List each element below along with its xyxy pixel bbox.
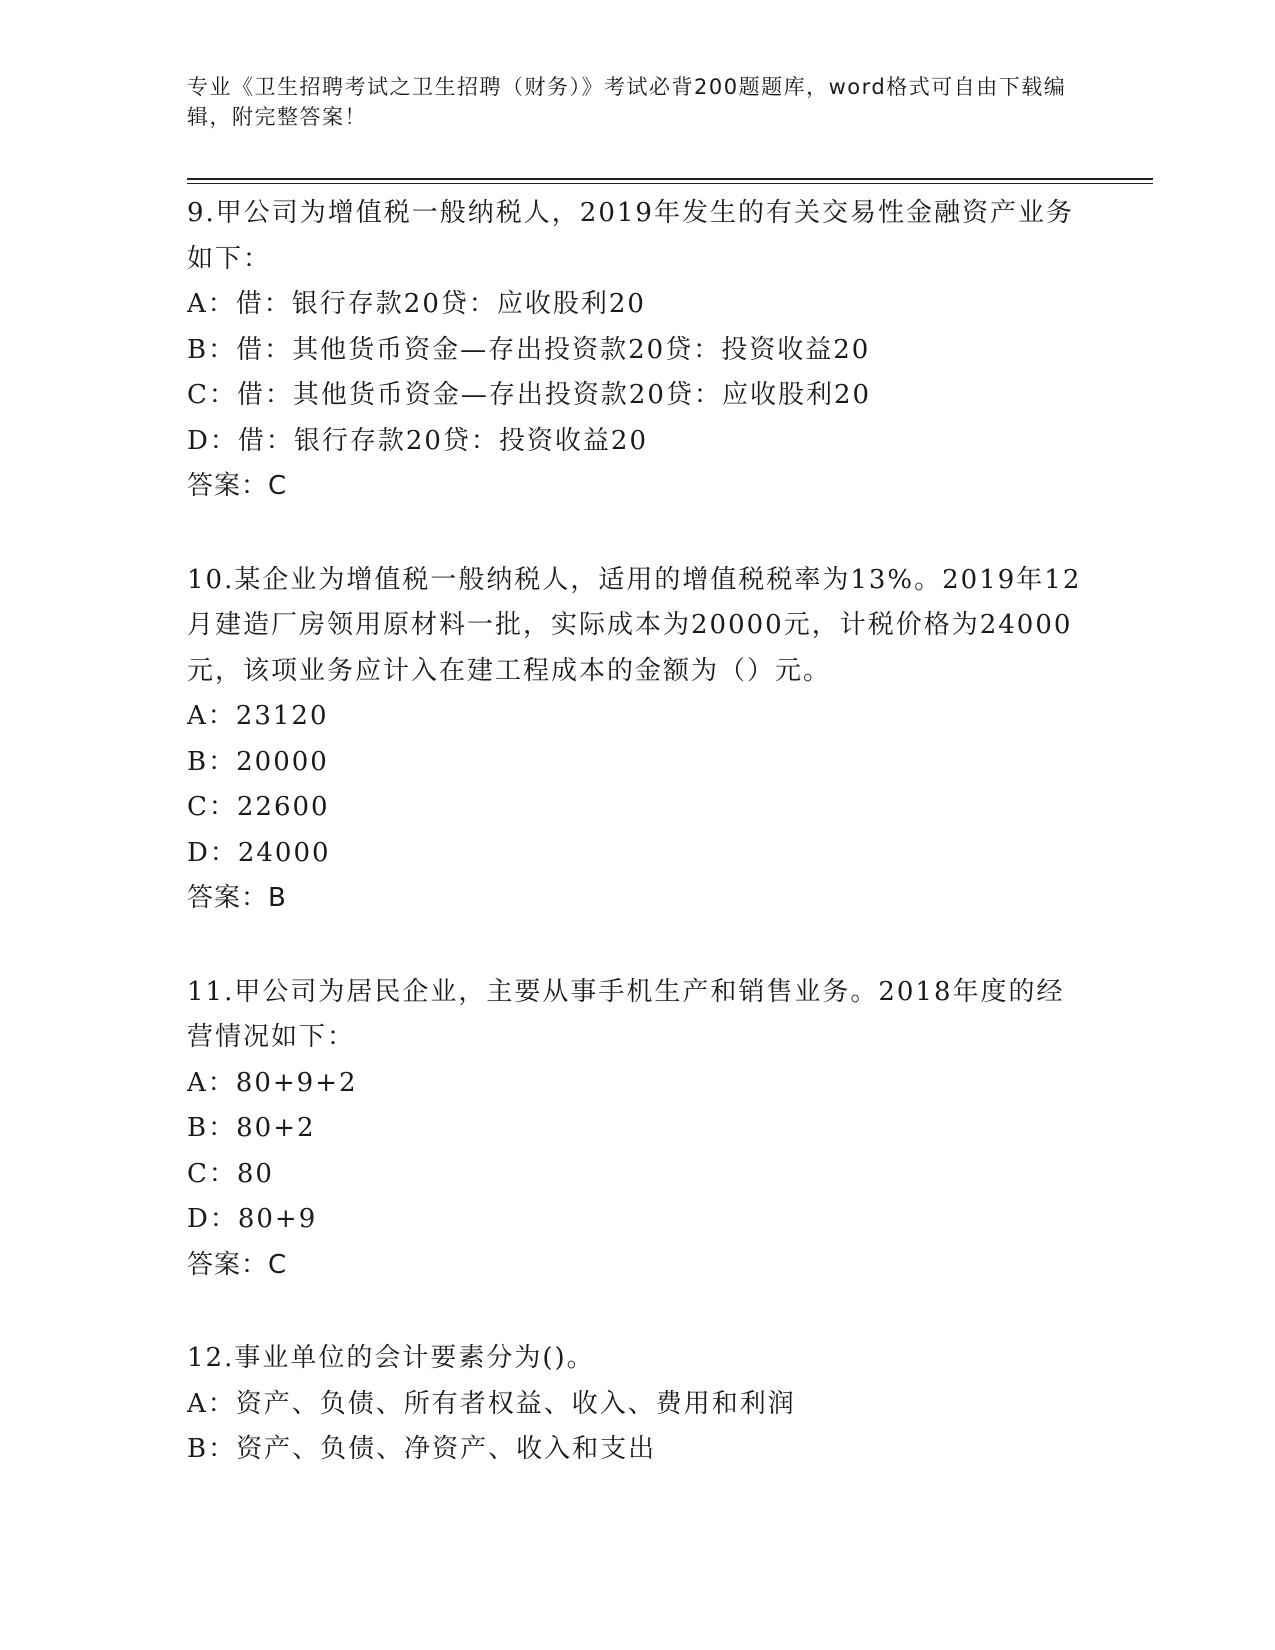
option-b: B：20000 <box>187 746 329 777</box>
question-text: 11.甲公司为居民企业，主要从事手机生产和销售业务。2018年度的经营情况如下： <box>187 976 1065 1052</box>
answer: 答案：C <box>187 1249 288 1280</box>
document-header: 专业《卫生招聘考试之卫生招聘（财务）》考试必背200题题库，word格式可自由下载编辑，附完整答案！ <box>187 75 1067 129</box>
question-12 <box>187 1336 1087 1473</box>
answer: 答案：B <box>187 883 287 913</box>
option-a: A：80+9+2 <box>187 1067 358 1098</box>
question-text: 9.甲公司为增值税一般纳税人，2019年发生的有关交易性金融资产业务如下： <box>187 198 1074 274</box>
question-text: 12.事业单位的会计要素分为()。 <box>187 1343 595 1373</box>
question-10 <box>187 558 1087 922</box>
header-rule-thick <box>187 178 1153 180</box>
option-c: C：22600 <box>187 792 330 822</box>
option-c: C：80 <box>187 1158 274 1189</box>
option-c: C：借：其他货币资金—存出投资款20贷：应收股利20 <box>187 380 872 410</box>
question-list <box>187 191 1087 1521</box>
option-b: B：借：其他货币资金—存出投资款20贷：投资收益20 <box>187 334 871 365</box>
option-b: B：资产、负债、净资产、收入和支出 <box>187 1434 657 1464</box>
option-d: D：80+9 <box>187 1204 318 1234</box>
question-9 <box>187 191 1087 510</box>
question-text: 10.某企业为增值税一般纳税人，适用的增值税税率为13%。2019年12月建造厂房领用原材料一批，实际成本为20000元，计税价格为24000元，该项业务应计入在建工程成本的金额为（）元。 <box>187 564 1082 686</box>
option-a: A：资产、负债、所有者权益、收入、费用和利润 <box>187 1388 796 1419</box>
option-d: D：借：银行存款20贷：投资收益20 <box>187 425 649 456</box>
option-a: A：23120 <box>187 701 329 731</box>
option-a: A：借：银行存款20贷：应收股利20 <box>187 289 646 319</box>
question-11 <box>187 970 1087 1289</box>
answer: 答案：C <box>187 471 288 501</box>
header-rule-thin <box>187 183 1153 184</box>
option-d: D：24000 <box>187 837 331 868</box>
option-b: B：80+2 <box>187 1113 316 1143</box>
